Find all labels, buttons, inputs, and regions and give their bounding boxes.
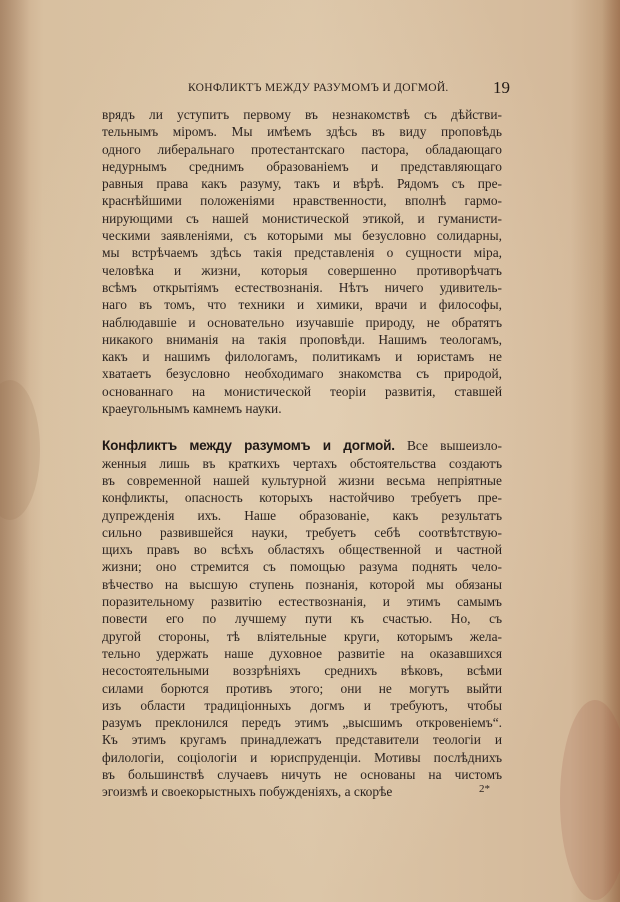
text-line: нирующими съ нашей монистической этикой, и гуманисти- bbox=[102, 210, 502, 226]
text-line: въ большинствѣ случаевъ ничуть не основаны на чистомъ bbox=[102, 766, 502, 782]
text-line: наго въ томъ, что техники и химики, врачи и философы, bbox=[102, 297, 502, 313]
text-line: наблюдавшіе и основательно изучавшіе природу, не обратятъ bbox=[102, 314, 502, 330]
text-line: Къ этимъ кругамъ принадлежатъ представители теологіи и bbox=[102, 732, 502, 748]
text-line: всѣмъ открытіямъ естествознанія. Нѣтъ ничего удивитель- bbox=[102, 279, 502, 295]
body-text bbox=[102, 106, 502, 801]
text-line: эгоизмѣ и своекорыстныхъ побужденіяхъ, а скорѣе bbox=[102, 784, 393, 800]
text-line: изъ области традиціонныхъ догмъ и требуютъ, чтобы bbox=[102, 697, 502, 713]
page-edge-shadow bbox=[0, 0, 30, 902]
text-line: вѣчество на высшую ступень познанія, которой мы обязаны bbox=[102, 576, 502, 592]
paragraph-2 bbox=[102, 437, 502, 800]
running-head: КОНФЛИКТЪ МЕЖДУ РАЗУМОМЪ И ДОГМОЙ. bbox=[188, 82, 449, 94]
text-line: щихъ правъ во всѣхъ областяхъ общественной и частной bbox=[102, 542, 502, 558]
page-header bbox=[100, 80, 510, 100]
text-line: мы встрѣчаемъ здѣсь такія представленія о сущности міра, bbox=[102, 245, 502, 261]
text-line: филологіи, соціологіи и юриспруденціи. Мотивы послѣднихъ bbox=[102, 749, 502, 765]
text-line: краснѣйшими положеніями нравственности, вполнѣ гармо- bbox=[102, 193, 502, 209]
text-line: тельно удержать наше духовное развитіе на оказавшихся bbox=[102, 645, 502, 661]
text-line: человѣка и жизни, которыя совершенно противорѣчатъ bbox=[102, 262, 502, 278]
text-line: жизни; оно стремится съ помощью разума поднять чело- bbox=[102, 559, 502, 575]
text-line: ческими заявленіями, съ которыми мы безусловно солидарны, bbox=[102, 228, 502, 244]
text-line: другой стороны, тѣ вліятельные круги, которымъ жела- bbox=[102, 628, 502, 644]
text-line: повести его по лучшему пути къ счастью. Но, съ bbox=[102, 611, 502, 627]
text-line: поразительному развитію естествознанія, и этимъ самымъ bbox=[102, 594, 502, 610]
text-line: разумъ преклонился передъ этимъ „высшимъ откровеніемъ“. bbox=[102, 715, 502, 731]
text-line: врядъ ли уступитъ первому въ незнакомствѣ съ дѣйстви- bbox=[102, 107, 502, 122]
text-line: дупрежденія ихъ. Наше образованіе, какъ результатъ bbox=[102, 507, 502, 523]
text-line: женныя лишь въ краткихъ чертахъ обстоятельства создаютъ bbox=[102, 455, 502, 471]
paragraph-gap bbox=[102, 417, 502, 437]
text-line: какъ и нашимъ филологамъ, политикамъ и юристамъ не bbox=[102, 349, 502, 365]
text-line bbox=[102, 437, 502, 454]
text-line: недурнымъ среднимъ образованіемъ и представляющаго bbox=[102, 158, 502, 174]
text-line: тельнымъ міромъ. Мы имѣемъ здѣсь въ виду проповѣдь bbox=[102, 124, 502, 140]
text-line: конфликты, опасность которыхъ настойчиво требуетъ пре- bbox=[102, 490, 502, 506]
text-line: краеугольнымъ камнемъ науки. bbox=[102, 401, 282, 417]
paragraph-1 bbox=[102, 106, 502, 417]
text-line: несостоятельными воззрѣніяхъ среднихъ вѣковъ, всѣми bbox=[102, 663, 502, 679]
page-number: 19 bbox=[493, 78, 510, 97]
text-line: основаннаго на монистической теоріи развитія, ставшей bbox=[102, 383, 502, 399]
section-heading: Конфликтъ между разумомъ и догмой. bbox=[102, 438, 395, 454]
text-line-rest: Все вышеизло- bbox=[394, 438, 502, 454]
text-line: одного либеральнаго протестантскаго пастора, обладающаго bbox=[102, 141, 502, 157]
text-line: сильно развившейся науки, требуетъ себѣ соотвѣтствую- bbox=[102, 524, 502, 540]
text-line: равныя права какъ разуму, такъ и вѣрѣ. Рядомъ съ пре- bbox=[102, 176, 502, 192]
text-line: силами борются противъ этого; они не могутъ выйти bbox=[102, 680, 502, 696]
text-line: хватаетъ безусловно необходимаго знакомства съ природой, bbox=[102, 366, 502, 382]
page-right-edge bbox=[602, 0, 620, 902]
text-line: никакого вниманія на такія проповѣди. Нашимъ теологамъ, bbox=[102, 331, 502, 347]
text-line: въ современной нашей культурной жизни весьма непріятные bbox=[102, 472, 502, 488]
signature-mark: 2* bbox=[479, 783, 490, 795]
